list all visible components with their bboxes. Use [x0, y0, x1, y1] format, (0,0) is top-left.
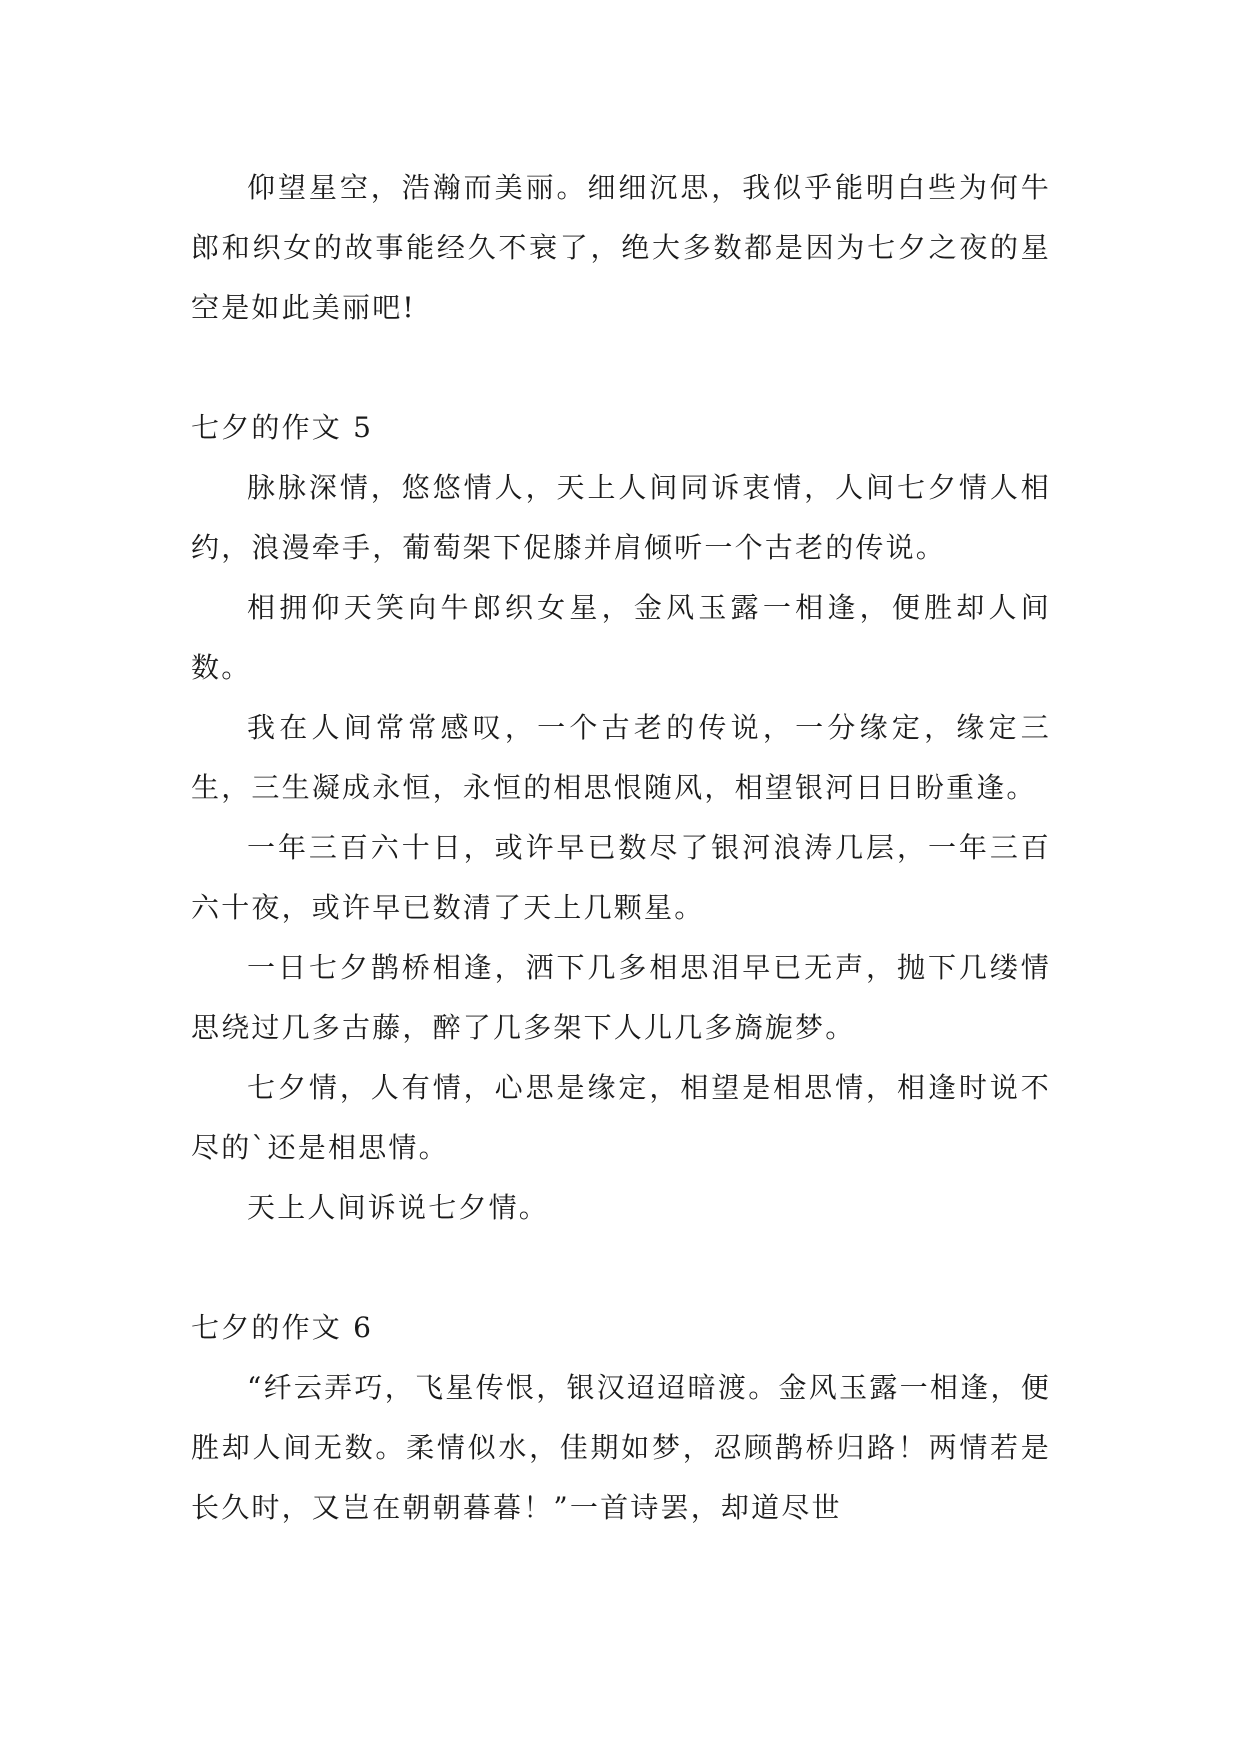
paragraph: 一年三百六十日，或许早已数尽了银河浪涛几层，一年三百六十夜，或许早已数清了天上几颗星。 — [191, 831, 1051, 924]
section-gap — [191, 338, 1051, 398]
section-gap — [191, 1238, 1051, 1298]
paragraph: 天上人间诉说七夕情。 — [247, 1191, 550, 1224]
section-heading-6: 七夕的作文 6 — [191, 1311, 374, 1344]
paragraph: 一日七夕鹊桥相逢，洒下几多相思泪早已无声，抛下几缕情思绕过几多古藤，醉了几多架下人儿几多旖旎梦。 — [191, 951, 1051, 1044]
paragraph: “纤云弄巧，飞星传恨，银汉迢迢暗渡。金风玉露一相逢，便胜却人间无数。柔情似水，佳期如梦，忍顾鹊桥归路！两情若是长久时，又岂在朝朝暮暮！”一首诗罢，却道尽世 — [191, 1371, 1051, 1524]
paragraph: 仰望星空，浩瀚而美丽。细细沉思，我似乎能明白些为何牛郎和织女的故事能经久不衰了，绝大多数都是因为七夕之夜的星空是如此美丽吧! — [191, 171, 1051, 324]
section-heading-5: 七夕的作文 5 — [191, 411, 374, 444]
paragraph: 我在人间常常感叹，一个古老的传说，一分缘定，缘定三生，三生凝成永恒，永恒的相思恨随风，相望银河日日盼重逢。 — [191, 711, 1051, 804]
paragraph: 七夕情，人有情，心思是缘定，相望是相思情，相逢时说不尽的`还是相思情。 — [191, 1071, 1051, 1164]
paragraph: 相拥仰天笑向牛郎织女星，金风玉露一相逢，便胜却人间数。 — [191, 591, 1051, 684]
paragraph: 脉脉深情，悠悠情人，天上人间同诉衷情，人间七夕情人相约，浪漫牵手，葡萄架下促膝并肩倾听一个古老的传说。 — [191, 471, 1051, 564]
document-body — [191, 158, 1051, 1538]
